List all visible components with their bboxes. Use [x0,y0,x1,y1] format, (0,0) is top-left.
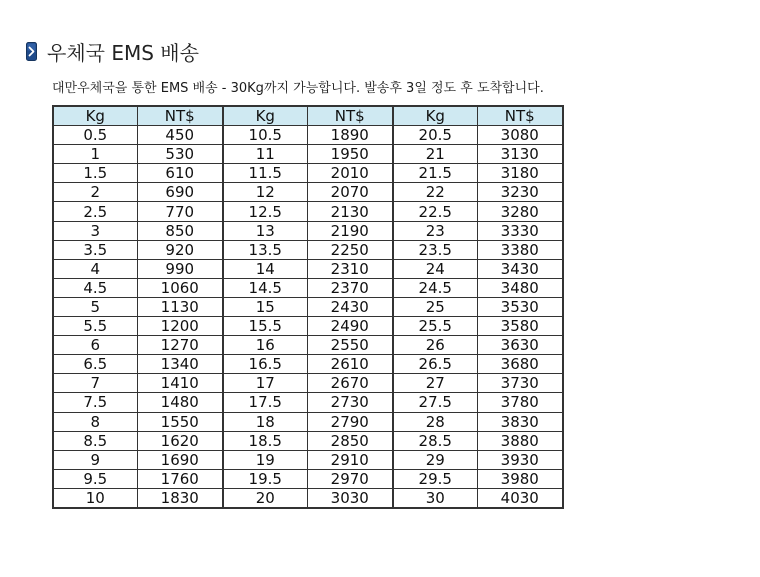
column-header-ntd: NT$ [137,106,223,126]
weight-cell: 26.5 [393,355,477,374]
rate-table-body [53,126,563,508]
price-cell: 2730 [307,393,393,412]
price-cell: 1620 [137,431,223,450]
weight-cell: 15.5 [223,317,307,336]
weight-cell: 28.5 [393,431,477,450]
weight-cell: 4.5 [53,278,137,297]
weight-cell: 19 [223,450,307,469]
price-cell: 2490 [307,317,393,336]
weight-cell: 27 [393,374,477,393]
table-row [53,393,563,412]
weight-cell: 22.5 [393,202,477,221]
table-row [53,126,563,145]
table-row [53,202,563,221]
weight-cell: 12 [223,183,307,202]
weight-cell: 13 [223,221,307,240]
weight-cell: 11 [223,145,307,164]
weight-cell: 24 [393,259,477,278]
weight-cell: 6 [53,336,137,355]
price-cell: 2670 [307,374,393,393]
weight-cell: 9.5 [53,469,137,488]
weight-cell: 20.5 [393,126,477,145]
price-cell: 2250 [307,240,393,259]
price-cell: 3630 [477,336,563,355]
price-cell: 2970 [307,469,393,488]
weight-cell: 2.5 [53,202,137,221]
price-cell: 3880 [477,431,563,450]
weight-cell: 19.5 [223,469,307,488]
price-cell: 2790 [307,412,393,431]
price-cell: 1200 [137,317,223,336]
weight-cell: 27.5 [393,393,477,412]
weight-cell: 2 [53,183,137,202]
weight-cell: 21.5 [393,164,477,183]
weight-cell: 15 [223,297,307,316]
price-cell: 530 [137,145,223,164]
price-cell: 3430 [477,259,563,278]
price-cell: 1760 [137,469,223,488]
column-header-ntd: NT$ [477,106,563,126]
price-cell: 3130 [477,145,563,164]
table-row [53,183,563,202]
weight-cell: 29.5 [393,469,477,488]
weight-cell: 3 [53,221,137,240]
table-row [53,317,563,336]
price-cell: 3280 [477,202,563,221]
weight-cell: 5.5 [53,317,137,336]
weight-cell: 23 [393,221,477,240]
weight-cell: 16.5 [223,355,307,374]
weight-cell: 9 [53,450,137,469]
price-cell: 2850 [307,431,393,450]
price-cell: 1270 [137,336,223,355]
weight-cell: 17 [223,374,307,393]
weight-cell: 20 [223,488,307,508]
price-cell: 3330 [477,221,563,240]
weight-cell: 28 [393,412,477,431]
weight-cell: 14.5 [223,278,307,297]
price-cell: 3530 [477,297,563,316]
price-cell: 1690 [137,450,223,469]
price-cell: 3230 [477,183,563,202]
weight-cell: 7.5 [53,393,137,412]
price-cell: 3830 [477,412,563,431]
page-description: 대만우체국을 통한 EMS 배송 - 30Kg까지 가능합니다. 발송후 3일 정도 후 도착합니다. [52,81,544,96]
price-cell: 2550 [307,336,393,355]
header-row [53,106,563,126]
column-header-kg: Kg [53,106,137,126]
weight-cell: 3.5 [53,240,137,259]
weight-cell: 5 [53,297,137,316]
weight-cell: 12.5 [223,202,307,221]
weight-cell: 18 [223,412,307,431]
price-cell: 920 [137,240,223,259]
price-cell: 850 [137,221,223,240]
weight-cell: 16 [223,336,307,355]
price-cell: 3580 [477,317,563,336]
price-cell: 2610 [307,355,393,374]
weight-cell: 0.5 [53,126,137,145]
price-cell: 3930 [477,450,563,469]
weight-cell: 13.5 [223,240,307,259]
price-cell: 450 [137,126,223,145]
price-cell: 1890 [307,126,393,145]
weight-cell: 30 [393,488,477,508]
table-row [53,240,563,259]
weight-cell: 18.5 [223,431,307,450]
price-cell: 3480 [477,278,563,297]
price-cell: 1830 [137,488,223,508]
table-row [53,145,563,164]
page-title: 우체국 EMS 배송 [47,40,199,65]
column-header-kg: Kg [393,106,477,126]
weight-cell: 25.5 [393,317,477,336]
price-cell: 2190 [307,221,393,240]
weight-cell: 1 [53,145,137,164]
weight-cell: 4 [53,259,137,278]
table-row [53,259,563,278]
table-row [53,297,563,316]
table-row [53,374,563,393]
price-cell: 1950 [307,145,393,164]
weight-cell: 29 [393,450,477,469]
price-cell: 3730 [477,374,563,393]
table-row [53,450,563,469]
weight-cell: 1.5 [53,164,137,183]
weight-cell: 21 [393,145,477,164]
price-cell: 3030 [307,488,393,508]
weight-cell: 7 [53,374,137,393]
weight-cell: 6.5 [53,355,137,374]
table-row [53,355,563,374]
price-cell: 3380 [477,240,563,259]
table-row [53,278,563,297]
price-cell: 1480 [137,393,223,412]
price-cell: 2130 [307,202,393,221]
weight-cell: 10 [53,488,137,508]
price-cell: 1410 [137,374,223,393]
price-cell: 2910 [307,450,393,469]
price-cell: 2310 [307,259,393,278]
table-row [53,412,563,431]
table-row [53,164,563,183]
table-row [53,431,563,450]
price-cell: 3080 [477,126,563,145]
table-row [53,221,563,240]
ems-rate-table [52,105,564,509]
table-row [53,469,563,488]
column-header-kg: Kg [223,106,307,126]
price-cell: 1550 [137,412,223,431]
price-cell: 770 [137,202,223,221]
price-cell: 690 [137,183,223,202]
weight-cell: 23.5 [393,240,477,259]
weight-cell: 22 [393,183,477,202]
column-header-ntd: NT$ [307,106,393,126]
table-row [53,488,563,508]
price-cell: 4030 [477,488,563,508]
price-cell: 2430 [307,297,393,316]
section-heading [26,38,199,64]
weight-cell: 25 [393,297,477,316]
price-cell: 3780 [477,393,563,412]
price-cell: 610 [137,164,223,183]
weight-cell: 8.5 [53,431,137,450]
weight-cell: 17.5 [223,393,307,412]
weight-cell: 11.5 [223,164,307,183]
weight-cell: 8 [53,412,137,431]
price-cell: 1060 [137,278,223,297]
price-cell: 1340 [137,355,223,374]
price-cell: 3980 [477,469,563,488]
price-cell: 3180 [477,164,563,183]
price-cell: 1130 [137,297,223,316]
weight-cell: 24.5 [393,278,477,297]
price-cell: 990 [137,259,223,278]
weight-cell: 14 [223,259,307,278]
chevron-right-box-icon [26,42,37,61]
price-cell: 2010 [307,164,393,183]
rate-table-header [53,106,563,126]
price-cell: 3680 [477,355,563,374]
table-row [53,336,563,355]
price-cell: 2070 [307,183,393,202]
price-cell: 2370 [307,278,393,297]
weight-cell: 26 [393,336,477,355]
weight-cell: 10.5 [223,126,307,145]
